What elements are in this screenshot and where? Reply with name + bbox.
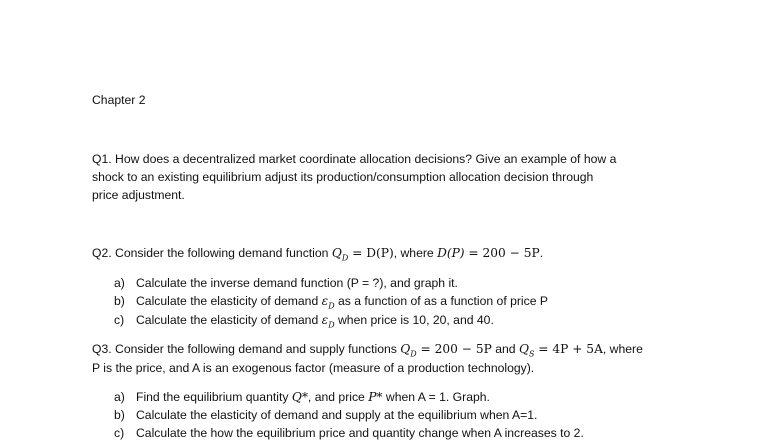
q2-where: , where [393,246,434,260]
q2-item-a [114,276,458,290]
q2-item-a-label: a) [114,276,125,290]
q3-item-a [114,390,490,404]
q2-item-b [114,294,548,310]
q2-item-c-pre: Calculate the elasticity of demand [136,313,319,327]
q3-item-b [114,408,537,422]
q3-item-a-pre: Find the equilibrium quantity [136,390,289,404]
q3-item-c-label: c) [114,426,125,440]
q3-math-demand: = 200 − 5P [416,342,492,356]
chapter-heading: Chapter 2 [92,93,146,107]
q3-item-a-mid: , and price [307,390,365,404]
q2-item-b-label: b) [114,294,125,308]
q3-item-c [114,426,584,440]
q2-item-b-post: as a function of as a function of price P [338,294,549,308]
q3-and: and [495,342,516,356]
q2-question [92,246,543,262]
q3-item-b-text: Calculate the elasticity of demand and supply at the equilibrium when A=1. [136,408,538,422]
q3-item-b-label: b) [114,408,125,422]
q1-line-3: price adjustment. [92,188,185,202]
q2-item-b-epsilon: $\varepsilon_D$ [321,294,335,311]
q3-math-qs: $Q_S$ [518,342,535,359]
q2-math-qd: $Q_D$ [331,246,349,263]
q2-item-b-pre: Calculate the elasticity of demand [136,294,319,308]
q3-item-c-text: Calculate the how the equilibrium price and quantity change when A increases to 2. [136,426,584,440]
q2-math-dp2: D(P) [437,246,465,260]
q2-item-c-label: c) [114,313,125,327]
q3-math-qd: $Q_D$ [400,342,417,359]
q3-question-line-1 [92,342,643,358]
q2-item-c-post: when price is 10, 20, and 40. [338,313,494,327]
q2-item-c [114,313,494,329]
q2-item-a-text: Calculate the inverse demand function (P = ?), and graph it. [136,276,458,290]
q3-item-a-label: a) [114,390,125,404]
q3-intro: Q3. Consider the following demand and supply functions [92,342,397,356]
q1-line-2: shock to an existing equilibrium adjust its production/consumption allocation decision through [92,170,594,184]
q2-intro: Q2. Consider the following demand function [92,246,329,260]
q3-item-a-post: when A = 1. Graph. [385,390,490,404]
q2-period: . [539,246,544,260]
q1-line-1: Q1. How does a decentralized market coordinate allocation decisions? Give an example of how a [92,152,617,166]
q2-math-eq: = 200 − 5P [464,246,540,260]
q3-item-a-pstar: P* [368,390,383,404]
q3-where: , where [602,342,643,356]
q3-item-a-qstar: Q* [291,390,308,404]
q3-math-supply: = 4P + 5A [534,342,603,356]
q3-question-line-2: P is the price, and A is an exogenous factor (measure of a production technology). [92,361,535,375]
q2-math-dp: = D(P) [348,246,394,260]
q2-item-c-epsilon: $\varepsilon_D$ [321,313,335,330]
